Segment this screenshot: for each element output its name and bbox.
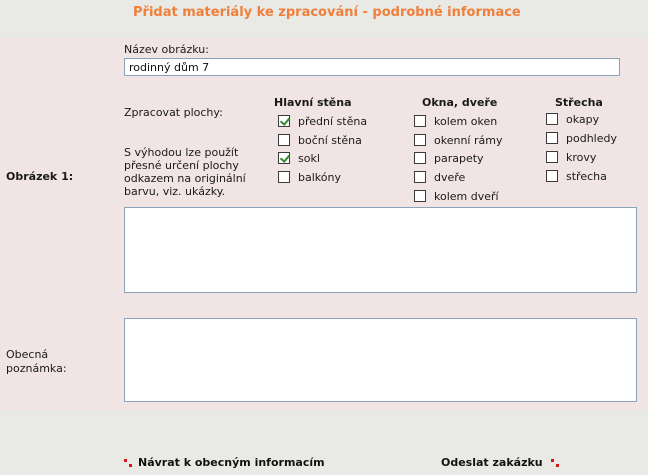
checkbox[interactable]: [414, 152, 426, 164]
general-note-label-line: poznámka:: [6, 362, 67, 375]
red-dots-icon: [551, 459, 559, 467]
column-title-roof: Střecha: [555, 96, 603, 109]
page-header: [0, 0, 648, 38]
help-line: přesné určení plochy: [124, 159, 239, 172]
checkbox-label: kolem oken: [434, 114, 498, 128]
image-name-input[interactable]: [124, 58, 620, 76]
checkbox-option-side-wall[interactable]: [278, 133, 362, 147]
column-title-windows-doors: Okna, dveře: [422, 96, 498, 109]
checkbox-option-sills[interactable]: [414, 151, 484, 165]
image-row-label: Obrázek 1:: [6, 170, 74, 183]
checkbox-option-balconies[interactable]: [278, 170, 341, 184]
submit-order-link[interactable]: [441, 456, 559, 469]
back-to-general-info-link[interactable]: [124, 456, 325, 469]
help-line: barvu, viz. ukázky.: [124, 185, 226, 198]
checkbox[interactable]: [546, 132, 558, 144]
checkbox-label: sokl: [298, 151, 320, 165]
help-line: odkazem na originální: [124, 172, 246, 185]
checkbox-label: podhledy: [566, 131, 617, 145]
image-name-label: Název obrázku:: [124, 43, 209, 56]
checkbox-label: střecha: [566, 169, 607, 183]
checkbox-option-plinth[interactable]: [278, 151, 320, 165]
checkbox-label: přední stěna: [298, 114, 368, 128]
submit-link-label: Odeslat zakázku: [441, 456, 543, 469]
checkbox[interactable]: [278, 115, 290, 127]
page-title: Přidat materiály ke zpracování - podrobné informace: [133, 5, 521, 20]
help-text: [124, 146, 264, 198]
checkbox-label: boční stěna: [298, 133, 362, 147]
checkbox[interactable]: [414, 134, 426, 146]
checkbox-option-front-wall[interactable]: [278, 114, 367, 128]
checkbox[interactable]: [414, 190, 426, 202]
checkbox-option-around-doors[interactable]: [414, 189, 499, 203]
checkbox[interactable]: [278, 134, 290, 146]
checkbox-option-soffits[interactable]: [546, 131, 617, 145]
checkbox-option-doors[interactable]: [414, 170, 465, 184]
checkbox[interactable]: [546, 151, 558, 163]
checkbox-option-rafters[interactable]: [546, 150, 596, 164]
checkbox-option-eaves[interactable]: [546, 112, 599, 126]
general-note-label-line: Obecná: [6, 348, 49, 361]
checkbox[interactable]: [278, 171, 290, 183]
process-surfaces-label: Zpracovat plochy:: [124, 106, 223, 119]
back-link-label: Návrat k obecným informacím: [138, 456, 325, 469]
general-note-textarea[interactable]: [124, 318, 637, 402]
checkbox[interactable]: [414, 115, 426, 127]
help-line: S výhodou lze použít: [124, 146, 239, 159]
checkbox-label: kolem dveří: [434, 189, 499, 203]
checkbox-option-window-frames[interactable]: [414, 133, 502, 147]
checkbox-label: krovy: [566, 150, 597, 164]
checkbox-option-roof[interactable]: [546, 169, 607, 183]
checkbox-label: parapety: [434, 151, 484, 165]
checkbox[interactable]: [546, 170, 558, 182]
general-note-label: [6, 348, 67, 376]
checkbox-option-around-windows[interactable]: [414, 114, 497, 128]
checkbox-label: dveře: [434, 170, 466, 184]
checkbox-label: balkóny: [298, 170, 341, 184]
column-title-main-wall: Hlavní stěna: [274, 96, 352, 109]
red-dots-icon: [124, 459, 132, 467]
checkbox[interactable]: [546, 113, 558, 125]
checkbox-label: okenní rámy: [434, 133, 503, 147]
checkbox-label: okapy: [566, 112, 600, 126]
checkbox[interactable]: [278, 152, 290, 164]
checkbox[interactable]: [414, 171, 426, 183]
image-description-textarea[interactable]: [124, 207, 637, 293]
